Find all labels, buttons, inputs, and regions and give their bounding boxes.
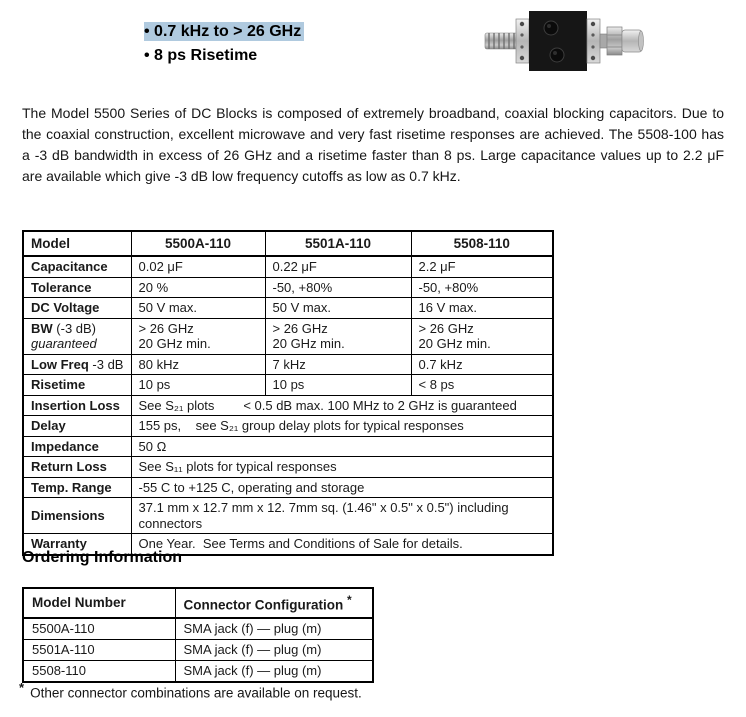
spec-row-label [23, 436, 131, 457]
spec-cell: 7 kHz [265, 354, 411, 375]
dc-block-photo-illustration [483, 4, 645, 80]
spec-row [23, 457, 553, 478]
spec-row-label [23, 395, 131, 416]
spec-row [23, 416, 553, 437]
spec-row-label [23, 498, 131, 534]
label-segment: Dimensions [31, 507, 105, 523]
label-segment: Low Freq [31, 356, 89, 372]
spec-cell: 10 ps [265, 375, 411, 396]
spec-row-label [23, 298, 131, 319]
spec-header-model-number: 5500A-110 [131, 231, 265, 256]
spec-row-label [23, 457, 131, 478]
spec-table-header [23, 231, 553, 256]
spec-cell: > 26 GHz 20 GHz min. [411, 318, 553, 354]
ordering-row [23, 618, 373, 640]
ordering-information-heading: Ordering Information [22, 549, 182, 566]
ordering-header-cell: Connector Configuration * [175, 588, 373, 618]
spec-cell: > 26 GHz 20 GHz min. [131, 318, 265, 354]
spec-cell-span: See S₁₁ plots for typical responses [131, 457, 553, 478]
spec-row-label [23, 256, 131, 277]
ordering-row [23, 660, 373, 682]
footnote [19, 680, 362, 701]
spec-cell: 80 kHz [131, 354, 265, 375]
spec-row-label [23, 416, 131, 437]
spec-row [23, 318, 553, 354]
ordering-cell: SMA jack (f) — plug (m) [175, 660, 373, 682]
label-segment: DC Voltage [31, 300, 100, 315]
spec-cell: -50, +80% [411, 277, 553, 298]
ordering-table [22, 587, 374, 683]
spec-row-label [23, 477, 131, 498]
spec-row [23, 354, 553, 375]
ordering-cell: 5501A-110 [23, 639, 175, 660]
ordering-table-header [23, 588, 373, 618]
label-segment: Return Loss [31, 459, 107, 474]
spec-cell-span: One Year. See Terms and Conditions of Sale for details. [131, 534, 553, 555]
feature-text: • 8 ps Risetime [144, 47, 258, 64]
label-segment: Tolerance [31, 279, 92, 295]
spec-cell: 0.02 μF [131, 256, 265, 277]
spec-cell-span: 155 ps, see S₂₁ group delay plots for typical responses [131, 416, 553, 437]
spec-header-model-number: 5501A-110 [265, 231, 411, 256]
label-segment: Temp. Range [31, 479, 112, 495]
label-segment: Capacitance [31, 259, 108, 274]
ordering-header-row [23, 588, 373, 618]
label-segment: -3 dB [88, 356, 124, 372]
highlighted-feature-text: • 0.7 kHz to > 26 GHz [144, 22, 304, 41]
spec-row [23, 477, 553, 498]
ordering-table-body [23, 618, 373, 682]
spec-row-label [23, 318, 131, 354]
spec-row [23, 436, 553, 457]
intro-paragraph: The Model 5500 Series of DC Blocks is composed of extremely broadband, coaxial blocking capacitors. Due to the coaxial construction, excellent microwave and very fast risetime responses are achieved. The 5508-100 has a -3 dB bandwidth in excess of 26 GHz and a risetime faster than 8 ps. Large capacitance values up to 2.2 μF are available which give -3 dB low frequency cutoffs as low as 0.7 kHz. [22, 105, 724, 184]
product-photo [483, 4, 645, 80]
label-segment: Insertion Loss [31, 397, 120, 413]
ordering-cell: SMA jack (f) — plug (m) [175, 639, 373, 660]
label-segment: Delay [31, 418, 66, 433]
ordering-cell: 5500A-110 [23, 618, 175, 640]
spec-cell: -50, +80% [265, 277, 411, 298]
spec-cell-span: See S₂₁ plots < 0.5 dB max. 100 MHz to 2 GHz is guaranteed [131, 395, 553, 416]
spec-cell: 50 V max. [131, 298, 265, 319]
spec-table-body [23, 256, 553, 555]
feature-bullets [144, 20, 304, 68]
spec-cell-span: 37.1 mm x 12.7 mm x 12. 7mm sq. (1.46" x 0.5" x 0.5") including connectors [131, 498, 553, 534]
ordering-cell: 5508-110 [23, 660, 175, 682]
spec-row [23, 298, 553, 319]
footnote-asterisk: * [19, 680, 25, 695]
label-segment: guaranteed [31, 336, 97, 351]
spec-row [23, 256, 553, 277]
label-segment: Warranty [31, 536, 87, 551]
ordering-header-cell: Model Number [23, 588, 175, 618]
spec-row-label [23, 277, 131, 298]
feature-bullet [144, 44, 304, 68]
spec-cell: < 8 ps [411, 375, 553, 396]
spec-cell: 0.22 μF [265, 256, 411, 277]
spec-row [23, 375, 553, 396]
spec-header-model-label: Model [23, 231, 131, 256]
footnote-text: Other connector combinations are available on request. [30, 685, 362, 701]
spec-cell: 2.2 μF [411, 256, 553, 277]
spec-cell: 16 V max. [411, 298, 553, 319]
label-segment: BW [31, 320, 53, 336]
specifications-table [22, 230, 554, 556]
spec-header-row [23, 231, 553, 256]
spec-row [23, 395, 553, 416]
spec-cell: 0.7 kHz [411, 354, 553, 375]
label-segment: Impedance [31, 438, 99, 454]
label-segment: Risetime [31, 377, 86, 392]
ordering-row [23, 639, 373, 660]
spec-cell: > 26 GHz 20 GHz min. [265, 318, 411, 354]
spec-header-model-number: 5508-110 [411, 231, 553, 256]
spec-cell: 50 V max. [265, 298, 411, 319]
label-segment: (-3 dB) [52, 320, 97, 336]
spec-row-label [23, 375, 131, 396]
ordering-cell: SMA jack (f) — plug (m) [175, 618, 373, 640]
spec-row [23, 498, 553, 534]
spec-row-label [23, 354, 131, 375]
spec-cell-span: 50 Ω [131, 436, 553, 457]
spec-cell: 10 ps [131, 375, 265, 396]
spec-cell-span: -55 C to +125 C, operating and storage [131, 477, 553, 498]
feature-bullet [144, 20, 304, 44]
spec-cell: 20 % [131, 277, 265, 298]
header-asterisk: * [346, 593, 352, 607]
spec-row [23, 277, 553, 298]
